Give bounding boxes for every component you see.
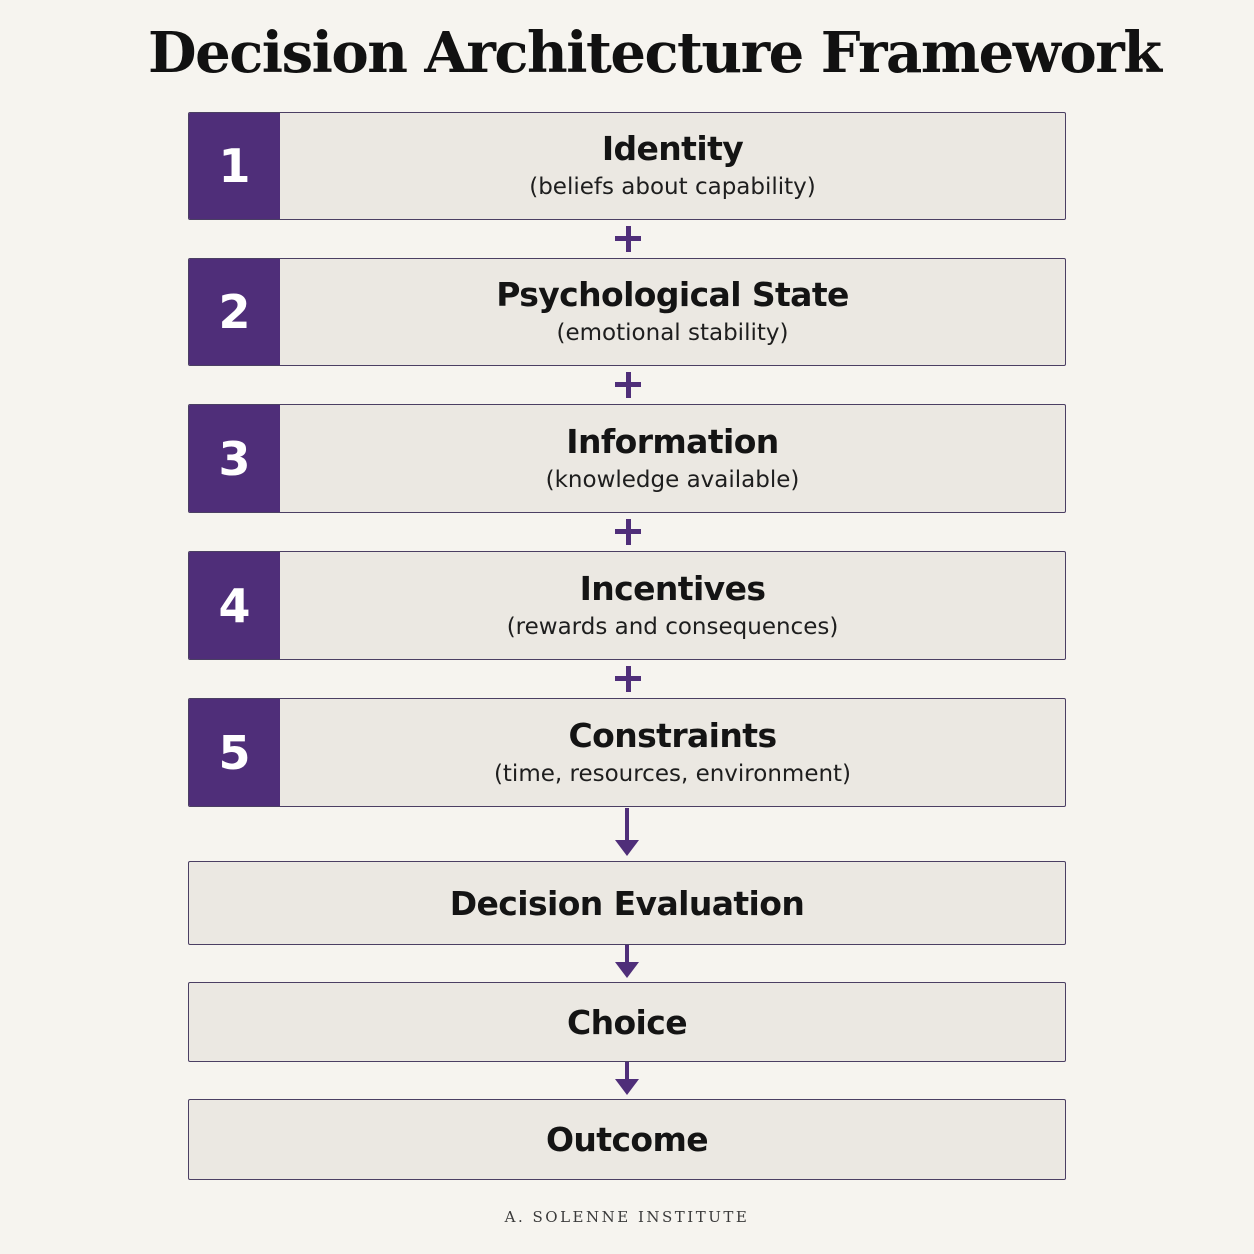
step-number: 4 bbox=[189, 552, 280, 659]
step-box-constraints bbox=[188, 698, 1066, 807]
flow-label: Choice bbox=[566, 1002, 688, 1042]
step-text bbox=[280, 113, 1065, 219]
flow-label: Outcome bbox=[545, 1120, 709, 1159]
flow-label: Decision Evaluation bbox=[449, 883, 805, 923]
step-subtitle: (emotional stability) bbox=[556, 320, 789, 346]
step-number: 1 bbox=[189, 113, 280, 219]
plus-icon bbox=[615, 226, 641, 252]
step-box-identity bbox=[188, 112, 1066, 220]
page-title: Decision Architecture Framework bbox=[148, 20, 1161, 86]
step-number: 5 bbox=[189, 699, 280, 806]
step-title: Information bbox=[566, 421, 779, 461]
flow-box-decision-evaluation bbox=[188, 861, 1066, 945]
footer-credit: A. SOLENNE INSTITUTE bbox=[504, 1208, 750, 1226]
arrow-down-icon bbox=[614, 945, 640, 978]
step-title: Incentives bbox=[579, 568, 766, 608]
arrow-down-icon bbox=[614, 1062, 640, 1095]
step-subtitle: (rewards and consequences) bbox=[506, 613, 839, 640]
step-subtitle: (beliefs about capability) bbox=[529, 174, 816, 200]
step-text bbox=[280, 699, 1065, 806]
step-title: Psychological State bbox=[496, 275, 849, 314]
plus-icon bbox=[615, 372, 641, 398]
step-text bbox=[280, 552, 1065, 659]
flow-box-choice bbox=[188, 982, 1066, 1062]
arrow-down-icon bbox=[614, 808, 640, 856]
flow-box-outcome bbox=[188, 1099, 1066, 1180]
step-title: Identity bbox=[601, 129, 744, 168]
plus-icon bbox=[615, 519, 641, 545]
step-text bbox=[280, 405, 1065, 512]
step-number: 3 bbox=[189, 405, 280, 512]
step-subtitle: (time, resources, environment) bbox=[493, 760, 852, 787]
step-text bbox=[280, 259, 1065, 365]
step-box-incentives bbox=[188, 551, 1066, 660]
plus-icon bbox=[615, 666, 641, 692]
step-title: Constraints bbox=[568, 715, 777, 755]
step-box-information bbox=[188, 404, 1066, 513]
step-box-psychological-state bbox=[188, 258, 1066, 366]
step-number: 2 bbox=[189, 259, 280, 365]
step-subtitle: (knowledge available) bbox=[545, 466, 800, 493]
